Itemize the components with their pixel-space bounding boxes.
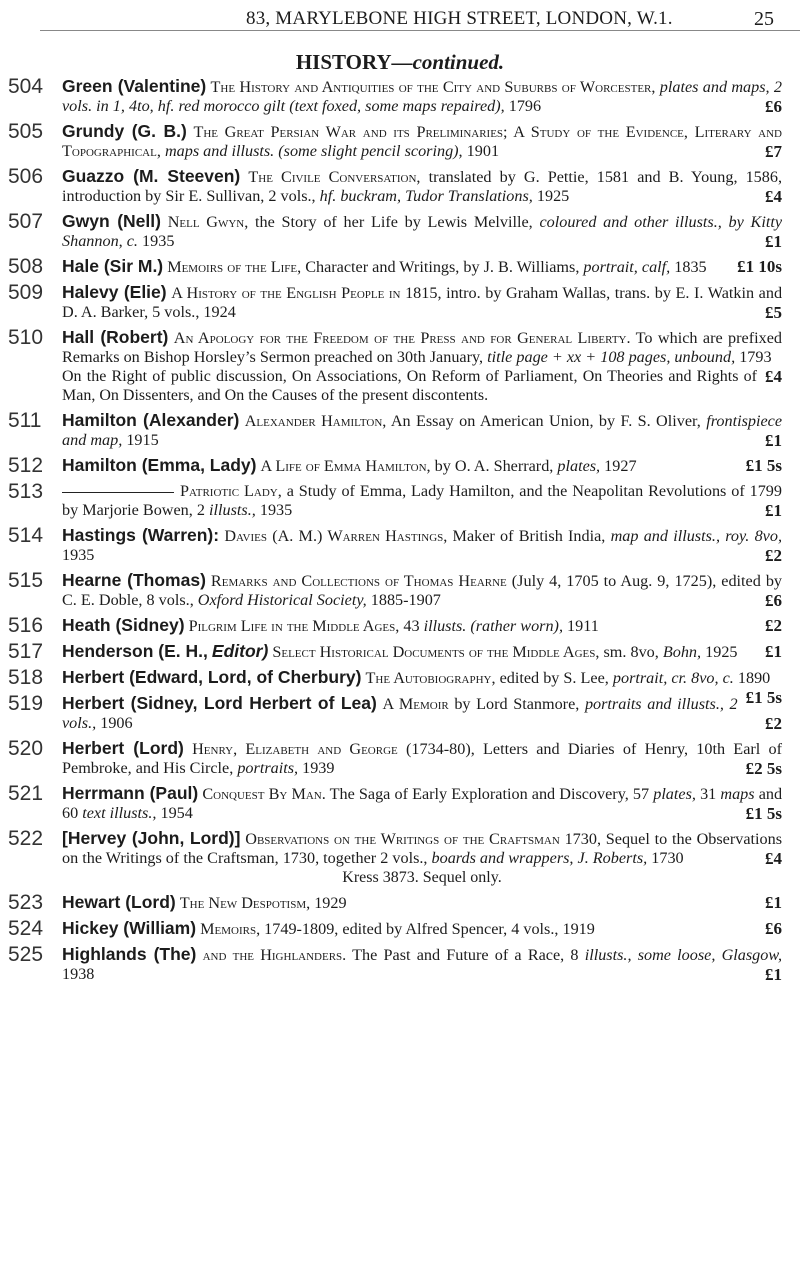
lot-number: 518: [8, 666, 44, 689]
entry-title: An Apology for the Freedom of the Press and for General Liberty.: [173, 329, 631, 347]
entry-author: Hamilton (Emma, Lady): [62, 455, 257, 475]
entry-price: £1: [765, 965, 782, 984]
lot-number: 517: [8, 640, 44, 663]
lot-number: 516: [8, 614, 44, 637]
entry-title: Memoirs,: [200, 920, 261, 938]
entry-author: Heath (Sidney): [62, 615, 185, 635]
section-heading: [0, 50, 800, 75]
entry-date: 1885-1907: [370, 591, 441, 609]
entry-price: £2 5s: [745, 759, 782, 778]
entry-description-3: text illusts.,: [82, 804, 157, 822]
list-item: [0, 122, 800, 161]
list-item: [0, 829, 800, 887]
entry-detail-2: 31: [700, 785, 717, 803]
entry-date: 1901: [466, 142, 500, 160]
entry-detail: Maker of British India,: [452, 527, 606, 545]
entry-price: £2: [765, 546, 782, 565]
entry-title: The History and Antiquities of the City and Suburbs of Worcester,: [210, 78, 656, 96]
entry-description: plates,: [653, 785, 696, 803]
entry-title: A History of the English People in 1815,: [171, 284, 442, 302]
entry-title: The Great Persian War and its Preliminaries; A Study of the Evidence, Literary and Topographical,: [62, 123, 783, 160]
entry-title: Patriotic Lady,: [180, 482, 282, 500]
entry-detail: edited by S. Lee,: [499, 669, 609, 687]
entry-price: £7: [765, 142, 782, 161]
section-continued: —continued.: [391, 50, 505, 74]
lot-number: 524: [8, 917, 44, 940]
entry-title: Remarks and Collections of Thomas Hearne: [210, 572, 507, 590]
entry-author: Henderson (E. H.,: [62, 641, 208, 661]
entry-date: 1730: [651, 849, 684, 867]
lot-number: 519: [8, 692, 44, 715]
lot-number: 520: [8, 737, 44, 760]
entry-description: map and illusts., roy. 8vo,: [610, 527, 782, 545]
entry-detail: the Story of her Life by Lewis Melville,: [255, 213, 533, 231]
entry-description: plates,: [557, 457, 601, 475]
entry-price: £1 5s: [745, 456, 782, 475]
header-rule: [40, 30, 800, 31]
entry-detail: 43: [403, 617, 420, 635]
entry-author: Herrmann (Paul): [62, 783, 199, 803]
list-item: [0, 893, 800, 913]
entry-date: 1925: [536, 187, 570, 205]
entry-detail: translated by G. Pettie, 1581 and B. Young, 1586, introduction by Sir E. Sullivan, 2 vols.,: [62, 168, 783, 205]
entry-description: portraits and illusts., 2 vols.,: [62, 695, 738, 732]
entry-description: portrait, cr. 8vo, c.: [612, 669, 734, 687]
entry-price: £6: [765, 919, 782, 938]
list-item: [0, 77, 800, 116]
lot-number: 508: [8, 255, 44, 278]
entry-author: Hamilton (Alexander): [62, 410, 240, 430]
entry-description: maps and illusts. (some slight pencil scoring),: [164, 142, 463, 160]
lot-number: 504: [8, 75, 44, 98]
entry-detail: Character and Writings, by J. B. Williams,: [305, 258, 580, 276]
page-header: [0, 4, 800, 30]
entry-author: Hale (Sir M.): [62, 256, 164, 276]
lot-number: 512: [8, 454, 44, 477]
lot-number: 522: [8, 827, 44, 850]
entry-detail: sm. 8vo,: [603, 643, 659, 661]
lot-number: 509: [8, 281, 44, 304]
entry-author: Hastings (Warren):: [62, 525, 220, 545]
lot-number: 511: [8, 409, 42, 432]
lot-number: 505: [8, 120, 44, 143]
entry-date: 1915: [126, 431, 159, 449]
entry-description: portrait, calf,: [583, 258, 671, 276]
entry-author: Guazzo (M. Steeven): [62, 166, 241, 186]
entry-date: 1906: [100, 714, 133, 732]
entry-description: illusts. (rather worn),: [423, 617, 563, 635]
list-item: [0, 283, 800, 322]
entry-date: 1954: [160, 804, 193, 822]
entry-description: title page + xx + 108 pages, unbound,: [487, 348, 736, 366]
lot-number: 525: [8, 943, 44, 966]
entry-date: 1835: [674, 258, 707, 276]
entry-detail: intro. by Graham Wallas, trans. by E. I. Watkin and D. A. Barker, 5 vols., 1924: [62, 284, 783, 321]
entry-date: 1929: [314, 894, 347, 912]
section-title: HISTORY: [295, 50, 392, 74]
entry-price: £6: [765, 591, 782, 610]
entry-date: 1911: [567, 617, 599, 635]
entry-title: Henry, Elizabeth and George: [192, 740, 398, 758]
entry-price: £1: [765, 501, 782, 520]
entry-date: 1890: [737, 669, 771, 687]
entry-author: Herbert (Edward, Lord, of Cherbury): [62, 667, 362, 687]
list-item: [0, 919, 800, 939]
entry-detail: by O. A. Sherrard,: [434, 457, 554, 475]
entry-date: 1938: [62, 965, 95, 983]
entry-author: Gwyn (Nell): [62, 211, 161, 231]
entry-author: Grundy (G. B.): [62, 121, 187, 141]
list-item: [0, 616, 800, 636]
lot-number: 506: [8, 165, 44, 188]
entry-detail: The Saga of Early Exploration and Discovery, 57: [329, 785, 650, 803]
list-item: [0, 456, 800, 476]
lot-number: 513: [8, 480, 44, 503]
catalogue-entries: [0, 77, 800, 990]
entry-price: £4: [765, 367, 782, 386]
entry-description: portraits,: [237, 759, 299, 777]
entry-author: Hearne (Thomas): [62, 570, 206, 590]
entry-title: Alexander Hamilton,: [244, 412, 387, 430]
entry-description: frontispiece and map,: [62, 412, 783, 449]
list-item: [0, 482, 800, 520]
entry-title: Pilgrim Life in the Middle Ages,: [188, 617, 400, 635]
list-item: [0, 571, 800, 610]
entry-title: Conquest By Man.: [202, 785, 326, 803]
entry-date: 1939: [302, 759, 335, 777]
lot-number: 514: [8, 524, 44, 547]
entry-detail: To which are prefixed Remarks on Bishop Horsley’s Sermon preached on 30th January,: [62, 329, 782, 366]
entry-detail: (July 4, 1705 to Aug. 9, 1725), edited by C. E. Doble, 8 vols.,: [62, 572, 783, 609]
entry-price: £4: [765, 187, 782, 206]
entry-detail: 1730, Sequel to the Observations on the Writings of the Craftsman, 1730, together 2 vols.,: [62, 830, 783, 867]
entry-title: Nell Gwyn,: [167, 213, 249, 231]
entry-price: £1 5s: [745, 688, 782, 707]
list-item: [0, 257, 800, 277]
ditto-rule: [62, 492, 174, 493]
entry-description: hf. buckram, Tudor Translations,: [319, 187, 533, 205]
entry-title: The New Despotism,: [179, 894, 311, 912]
entry-author: Halevy (Elie): [62, 282, 167, 302]
entry-description: illusts.,: [209, 501, 256, 519]
entry-note: Kress 3873. Sequel only.: [342, 869, 502, 886]
entry-author: Hewart (Lord): [62, 892, 176, 912]
entry-description: boards and wrappers, J. Roberts,: [431, 849, 648, 867]
entry-title: A Life of Emma Hamilton,: [260, 457, 431, 475]
entry-date: 1796: [508, 97, 542, 115]
entry-title: and the Highlanders.: [202, 946, 347, 964]
entry-author-role: Editor): [211, 641, 269, 661]
entry-price: £4: [765, 849, 782, 868]
lot-number: 521: [8, 782, 44, 805]
entry-date: 1927: [604, 457, 637, 475]
entry-title: Observations on the Writings of the Craftsman: [245, 830, 560, 848]
list-item: [0, 212, 800, 251]
lot-number: 515: [8, 569, 44, 592]
entry-detail: a Study of Emma, Lady Hamilton, and the Neapolitan Revolutions of 1799 by Marjorie Bowen, 2: [62, 482, 782, 519]
entry-detail: (1734-80), Letters and Diaries of Henry, 10th Earl of Pembroke, and His Circle,: [62, 740, 783, 777]
entry-price: £6: [765, 97, 782, 116]
list-item: [0, 411, 800, 450]
list-item: [0, 739, 800, 778]
list-item: [0, 642, 800, 662]
entry-description: coloured and other illusts., by Kitty Shannon, c.: [62, 213, 783, 250]
lot-number: 510: [8, 326, 44, 349]
entry-title: Select Historical Documents of the Middle Ages,: [272, 643, 600, 661]
entry-price: £1 5s: [745, 804, 782, 823]
entry-title: The Autobiography,: [365, 669, 496, 687]
entry-date: 1793: [739, 348, 772, 366]
entry-title: Memoirs of the Life,: [167, 258, 302, 276]
list-item: [0, 694, 800, 733]
entry-price: £1: [765, 893, 782, 912]
entry-note: On the Right of public discussion, On Associations, On Reform of Parliament, On Theories and Rights of Man, On Dissenters, and On the Causes of the present discontents.: [62, 368, 757, 404]
entry-author: Green (Valentine): [62, 76, 207, 96]
entry-author: Highlands (The): [62, 944, 197, 964]
entry-price: £2: [765, 616, 782, 635]
list-item: [0, 328, 800, 405]
entry-author: Herbert (Lord): [62, 738, 184, 758]
page-number: 25: [754, 8, 774, 30]
list-item: [0, 167, 800, 206]
entry-price: £2: [765, 714, 782, 733]
entry-detail: 1749-1809, edited by Alfred Spencer, 4 vols., 1919: [264, 920, 595, 938]
lot-number: 507: [8, 210, 44, 233]
list-item: [0, 945, 800, 984]
entry-date: 1935: [259, 501, 293, 519]
entry-description: Bohn,: [662, 643, 702, 661]
entry-description: Oxford Historical Society,: [197, 591, 367, 609]
entry-detail: by Lord Stanmore,: [454, 695, 580, 713]
entry-title: Davies (A. M.) Warren Hastings,: [224, 527, 448, 545]
lot-number: 523: [8, 891, 44, 914]
entry-author: Hall (Robert): [62, 327, 169, 347]
entry-price: £1 10s: [737, 257, 782, 276]
entry-price: £5: [765, 303, 782, 322]
entry-description: plates and maps, 2 vols. in 1, 4to, hf. red morocco gilt (text foxed, some maps repaired),: [62, 78, 783, 115]
entry-date: 1935: [142, 232, 175, 250]
entry-title: The Civile Conversation,: [248, 168, 421, 186]
entry-description: illusts., some loose, Glasgow,: [584, 946, 782, 964]
entry-author: Herbert (Sidney, Lord Herbert of Lea): [62, 693, 377, 713]
entry-price: £1: [765, 642, 782, 661]
running-head: 83, MARYLEBONE HIGH STREET, LONDON, W.1.: [246, 8, 673, 29]
entry-detail: An Essay on American Union, by F. S. Oliver,: [390, 412, 701, 430]
entry-title: A Memoir: [382, 695, 449, 713]
list-item: [0, 784, 800, 823]
entry-detail: The Past and Future of a Race, 8: [352, 946, 579, 964]
entry-author: [Hervey (John, Lord)]: [62, 828, 241, 848]
list-item: [0, 526, 800, 565]
entry-date: 1935: [62, 546, 95, 564]
entry-price: £1: [765, 232, 782, 251]
entry-author: Hickey (William): [62, 918, 197, 938]
entry-price: £1: [765, 431, 782, 450]
entry-date: 1925: [705, 643, 738, 661]
entry-description-2: maps: [720, 785, 755, 803]
entry-detail-3: and 60: [62, 785, 783, 822]
